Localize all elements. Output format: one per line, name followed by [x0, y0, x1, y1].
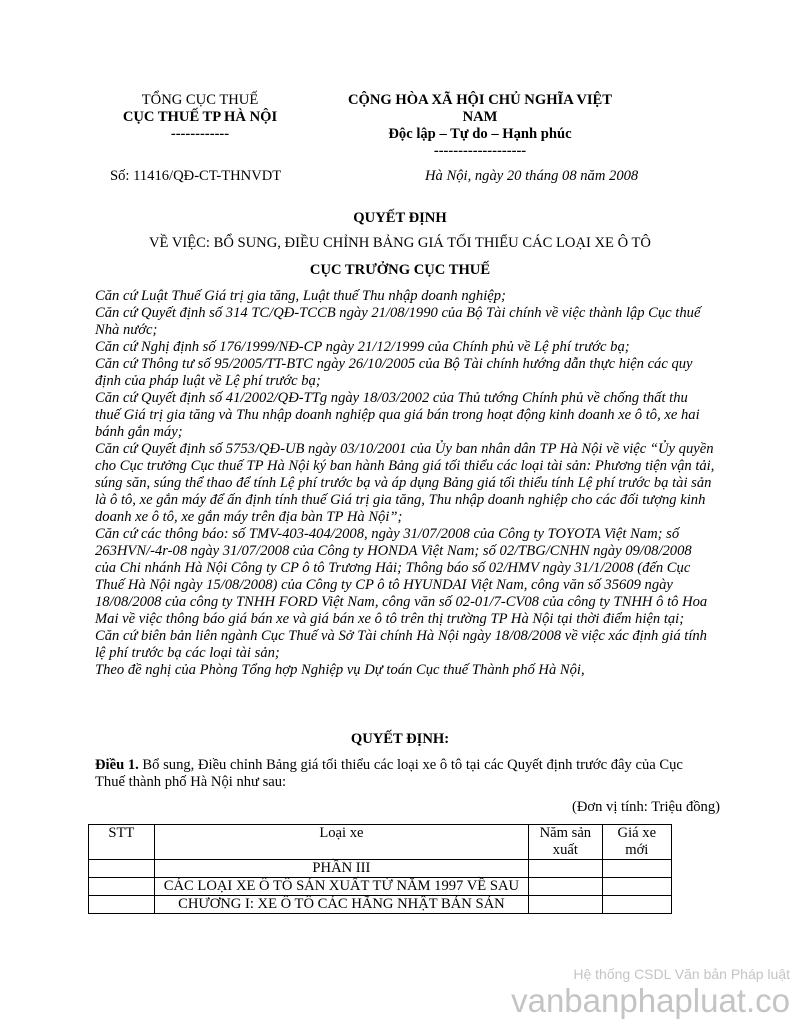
cell-price [602, 860, 671, 878]
legal-basis-list [95, 288, 715, 679]
cell-stt [89, 878, 155, 896]
cell-year [529, 878, 602, 896]
cell-price [602, 896, 671, 914]
nation-name-line1: CỘNG HÒA XÃ HỘI CHỦ NGHĨA VIỆT [347, 92, 613, 108]
header-price: Giá xe mới [602, 825, 671, 860]
legal-basis-item: Căn cứ biên bản liên ngành Cục Thuế và Sở Tài chính Hà Nội ngày 18/08/2008 về việc xác định giá tính lệ phí trước bạ các loại tài sản; [95, 628, 707, 661]
unit-note: (Đơn vị tính: Triệu đồng) [572, 799, 720, 815]
document-title: QUYẾT ĐỊNH [353, 210, 447, 226]
cell-vehicle-type: CHƯƠNG I: XE Ô TÔ CÁC HÃNG NHẬT BẢN SẢN [154, 896, 529, 914]
parent-agency: TỔNG CỤC THUẾ [141, 92, 259, 108]
nation-name-line2: NAM [462, 109, 498, 125]
document-subject: VỀ VIỆC: BỔ SUNG, ĐIỀU CHỈNH BẢNG GIÁ TỐI THIỂU CÁC LOẠI XE Ô TÔ [149, 235, 651, 251]
article-1 [95, 757, 715, 791]
legal-basis-item: Theo đề nghị của Phòng Tổng hợp Nghiệp vụ Dự toán Cục thuế Thành phố Hà Nội, [95, 662, 585, 678]
cell-year [529, 896, 602, 914]
legal-basis-item: Căn cứ Nghị định số 176/1999/NĐ-CP ngày 21/12/1999 của Chính phủ về Lệ phí trước bạ; [95, 339, 630, 355]
article-1-label: Điều 1. [95, 757, 139, 773]
table-row [89, 896, 672, 914]
national-motto-block [330, 92, 630, 160]
cell-stt [89, 896, 155, 914]
watermark-line2: vanbanphapluat.co [511, 982, 790, 1019]
header-year: Năm sản xuất [529, 825, 602, 860]
agency-divider: ------------ [170, 126, 230, 142]
legal-basis-item: Căn cứ Quyết định số 5753/QĐ-UB ngày 03/10/2001 của Ủy ban nhân dân TP Hà Nội về việc “Ủy quyền cho Cục trưởng Cục thuế TP Hà Nội ký ban hành Bảng giá tối thiểu các loại tài sản: Phương tiện vận tải, súng săn, súng thể thao để tính Lệ phí trước bạ và áp dụng Bảng giá tối thiểu tính Lệ phí trước bạ tài sản là ô tô, xe gắn máy để ấn định tính thuế Giá trị gia tăng, Thu nhập doanh nghiệp cho các đối tượng kinh doanh xe ô tô, xe gắn máy trên địa bàn TP Hà Nội”; [95, 441, 715, 525]
motto: Độc lập – Tự do – Hạnh phúc [388, 126, 572, 142]
decision-heading: QUYẾT ĐỊNH: [350, 731, 450, 747]
cell-price [602, 878, 671, 896]
signer-title: CỤC TRƯỞNG CỤC THUẾ [309, 262, 491, 278]
legal-basis-item: Căn cứ các thông báo: số TMV-403-404/2008, ngày 31/07/2008 của Công ty TOYOTA Việt Nam; số 263HVN/-4r-08 ngày 31/07/2008 của Công ty HONDA Việt Nam; số 02/TBG/CNHN ngày 09/08/2008 của Chi nhánh Hà Nội Công ty CP ô tô Trương Hải; Thông báo số 02/HMV ngày 31/1/2008 (đến Cục Thuế Hà Nội ngày 15/08/2008) của Công ty CP ô tô HYUNDAI Việt Nam, công văn số 35609 ngày 18/08/2008 của công ty TNHH FORD Việt Nam, công văn số 02-01/7-CV08 của công ty TNHH ô tô Hoa Mai về việc thông báo giá bán xe và giá bán xe ô tô trên thị trường TP Hà Nội tại thời điểm hiện tại; [95, 526, 708, 627]
cell-stt [89, 860, 155, 878]
cell-vehicle-type: PHẦN III [154, 860, 529, 878]
cell-year [529, 860, 602, 878]
legal-basis-item: Căn cứ Quyết định số 314 TC/QĐ-TCCB ngày 21/08/1990 của Bộ Tài chính về việc thành lập Cục thuế Nhà nước; [95, 305, 701, 338]
legal-basis-item: Căn cứ Quyết định số 41/2002/QĐ-TTg ngày 18/03/2002 của Thủ tướng Chính phủ về chống thất thu thuế Giá trị gia tăng và Thu nhập doanh nghiệp qua giá bán trong hoạt động kinh doanh xe ô tô, xe hai bánh gắn máy; [95, 390, 700, 440]
agency-name: CỤC THUẾ TP HÀ NỘI [122, 109, 278, 125]
motto-divider: ------------------- [433, 143, 527, 159]
article-1-text: Bổ sung, Điều chỉnh Bảng giá tối thiểu các loại xe ô tô tại các Quyết định trước đây của Cục Thuế thành phố Hà Nội như sau: [95, 757, 683, 790]
document-number: Số: 11416/QĐ-CT-THNVDT [110, 168, 282, 184]
watermark-line1: Hệ thống CSDL Văn bản Pháp luật [573, 966, 790, 982]
table-row [89, 878, 672, 896]
header-stt: STT [89, 825, 155, 860]
legal-basis-item: Căn cứ Thông tư số 95/2005/TT-BTC ngày 26/10/2005 của Bộ Tài chính hướng dẫn thực hiện các quy định của pháp luật về Lệ phí trước bạ; [95, 356, 693, 389]
legal-basis-item: Căn cứ Luật Thuế Giá trị gia tăng, Luật thuế Thu nhập doanh nghiệp; [95, 288, 506, 304]
table-header-row [89, 825, 672, 860]
issuing-agency-block [95, 92, 305, 143]
header-vehicle-type: Loại xe [154, 825, 529, 860]
table-row [89, 860, 672, 878]
document-date: Hà Nội, ngày 20 tháng 08 năm 2008 [425, 168, 639, 184]
price-table [88, 824, 672, 914]
cell-vehicle-type: CÁC LOẠI XE Ô TÔ SẢN XUẤT TỪ NĂM 1997 VỀ SAU [154, 878, 529, 896]
